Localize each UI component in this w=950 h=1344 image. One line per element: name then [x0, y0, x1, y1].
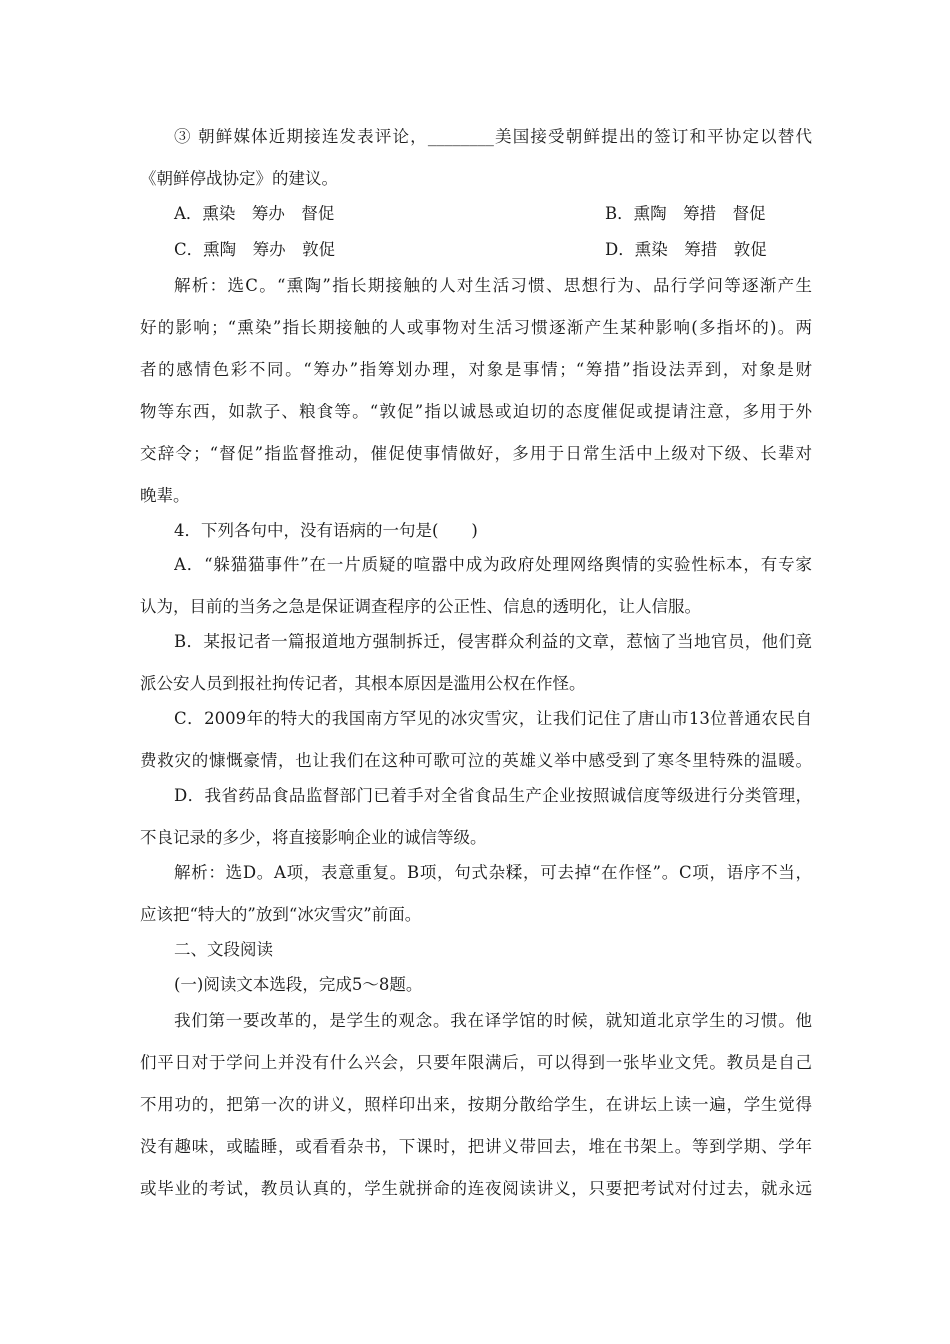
q4-option-b-line: 派公安人员到报社拘传记者，其根本原因是滥用公权在作怪。	[140, 674, 586, 693]
passage-line: 或毕业的考试，教员认真的，学生就拼命的连夜阅读讲义，只要把考试对付过去，就永远	[140, 1179, 812, 1198]
q3-option-c: C．熏陶 筹办 敦促	[174, 240, 336, 259]
q3-item3-line1: ③ 朝鲜媒体近期接连发表评论，________美国接受朝鲜提出的签订和平协定以替代	[174, 127, 812, 146]
q3-analysis-line: 好的影响；“熏染”指长期接触的人或事物对生活习惯逐渐产生某种影响(多指坏的)。两	[140, 318, 812, 337]
q3-analysis-line: 解析：选C。“熏陶”指长期接触的人对生活习惯、思想行为、品行学问等逐渐产生	[174, 276, 812, 295]
q4-option-b-line: B．某报记者一篇报道地方强制拆迁，侵害群众利益的文章，惹恼了当地官员，他们竟	[174, 632, 812, 651]
passage-line: 不用功的，把第一次的讲义，照样印出来，按期分散给学生，在讲坛上读一遍，学生觉得	[140, 1095, 812, 1114]
passage-line: 们平日对于学问上并没有什么兴会，只要年限满后，可以得到一张毕业文凭。教员是自己	[140, 1053, 812, 1072]
q4-analysis-line: 应该把“特大的”放到“冰灾雪灾”前面。	[140, 905, 422, 924]
q4-option-d-line: D．我省药品食品监督部门已着手对全省食品生产企业按照诚信度等级进行分类管理，	[174, 786, 812, 805]
q3-analysis-line: 晚辈。	[140, 486, 190, 505]
passage-line: 我们第一要改革的，是学生的观念。我在译学馆的时候，就知道北京学生的习惯。他	[174, 1011, 812, 1030]
q3-option-a: A．熏染 筹办 督促	[174, 204, 335, 223]
q3-analysis-line: 交辞令；“督促”指监督推动，催促使事情做好，多用于日常生活中上级对下级、长辈对	[140, 444, 812, 463]
q4-option-a-line: A．“躲猫猫事件”在一片质疑的喧嚣中成为政府处理网络舆情的实验性标本，有专家	[174, 555, 812, 574]
q3-analysis-line: 者的感情色彩不同。“筹办”指筹划办理，对象是事情；“筹措”指设法弄到，对象是财	[140, 360, 812, 379]
q3-analysis-line: 物等东西，如款子、粮食等。“敦促”指以诚恳或迫切的态度催促或提请注意，多用于外	[140, 402, 812, 421]
q3-option-b: B．熏陶 筹措 督促	[605, 204, 766, 223]
q4-option-a-line: 认为，目前的当务之急是保证调查程序的公正性、信息的透明化，让人信服。	[140, 597, 701, 616]
section-subheading: (一)阅读文本选段，完成5～8题。	[174, 975, 423, 994]
q4-option-c-line: 费救灾的慷慨豪情，也让我们在这种可歌可泣的英雄义举中感受到了寒冬里特殊的温暖。	[140, 751, 812, 770]
q3-option-d: D．熏染 筹措 敦促	[605, 240, 767, 259]
section-heading: 二、文段阅读	[174, 940, 273, 959]
q4-stem: 4．下列各句中，没有语病的一句是( )	[174, 521, 478, 540]
passage-line: 没有趣味，或瞌睡，或看看杂书，下课时，把讲义带回去，堆在书架上。等到学期、学年	[140, 1137, 812, 1156]
q4-option-d-line: 不良记录的多少，将直接影响企业的诚信等级。	[140, 828, 487, 847]
q4-option-c-line: C．2009年的特大的我国南方罕见的冰灾雪灾，让我们记住了唐山市13位普通农民自	[174, 709, 812, 728]
q4-analysis-line: 解析：选D。A项，表意重复。B项，句式杂糅，可去掉“在作怪”。C项，语序不当，	[174, 863, 812, 882]
q3-item3-line2: 《朝鲜停战协定》的建议。	[140, 169, 338, 188]
